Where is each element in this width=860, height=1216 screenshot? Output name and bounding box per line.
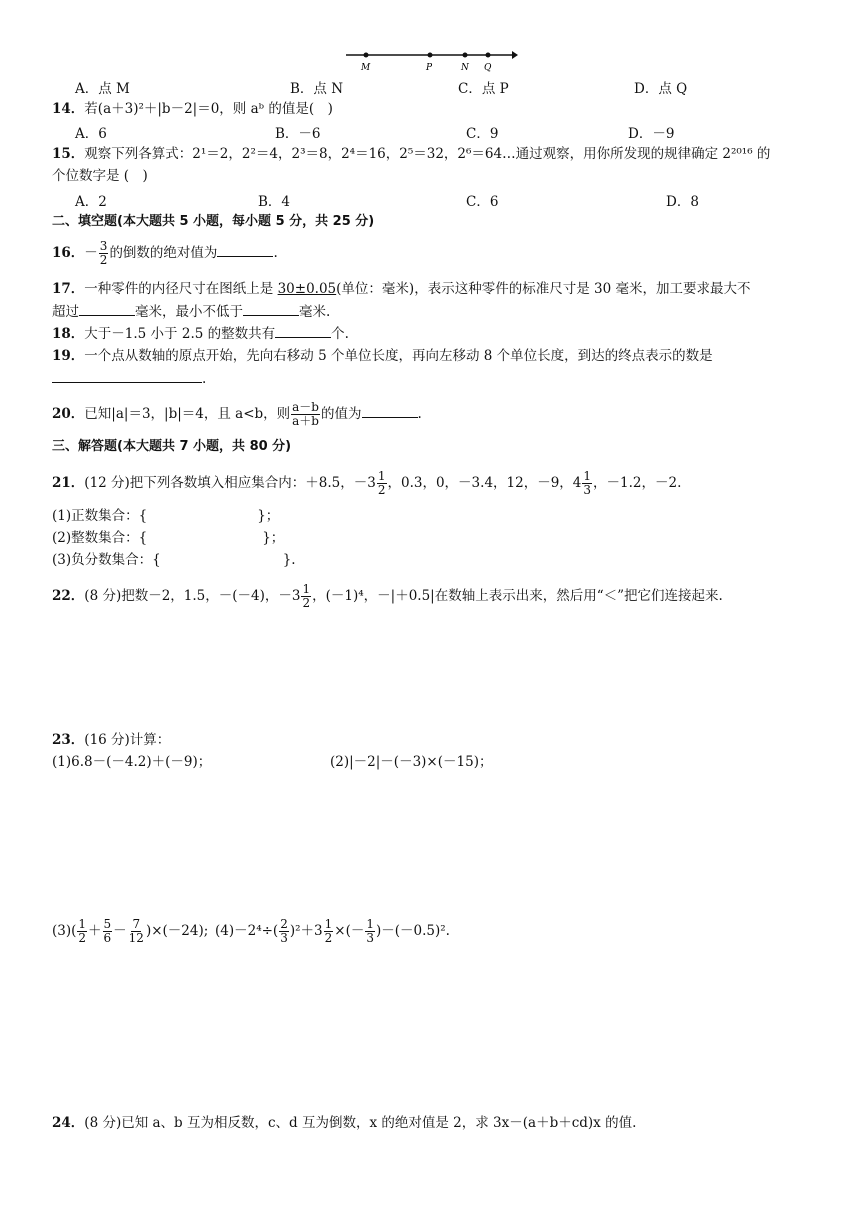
q21-post: ，－1.2，－2. [593, 475, 682, 491]
q18-post: 个. [331, 326, 349, 342]
number-line-figure [340, 46, 520, 74]
q23-p4-f2-den: 2 [324, 931, 333, 945]
q23-p4-b: )²＋3 [289, 923, 323, 939]
point-p [428, 53, 433, 58]
q17-line2b: 毫米，最小不低于 [135, 304, 243, 320]
question-15-line1 [52, 145, 770, 163]
q20-frac-num: a－b [292, 400, 319, 414]
q23-p4-f3-den: 3 [366, 931, 374, 945]
q14-option-d: D．－9 [628, 126, 675, 142]
q14-option-a: A．6 [75, 126, 107, 142]
q17-line2c: 毫米. [299, 304, 331, 320]
q15-option-a: A．2 [75, 194, 107, 210]
point-m [364, 53, 369, 58]
question-24 [52, 1114, 636, 1132]
q23-p4-d: )－(－0.5)². [376, 923, 450, 939]
q21-f2-den: 3 [583, 483, 592, 497]
q14-option-c: C．9 [466, 126, 499, 142]
question-17-line1 [52, 280, 750, 298]
q23-p3-f2-den: 6 [103, 931, 112, 945]
q17-answer-blank-min[interactable] [243, 303, 299, 316]
q23-p4-frac-2 [324, 918, 334, 945]
q18-number: 18． [52, 326, 85, 342]
q14-option-b: B．－6 [275, 126, 321, 142]
q22-frac-num: 1 [302, 582, 311, 596]
q19-end: . [202, 371, 207, 387]
q23-p4-c: ×(－ [334, 923, 365, 939]
q15-text-2: 个位数字是 ( ) [52, 168, 148, 184]
section-2-heading: 二、填空题(本大题共 5 小题，每小题 5 分，共 25 分) [52, 214, 375, 229]
question-20 [52, 401, 422, 428]
q17-line2a: 超过 [52, 304, 79, 320]
q23-p3-f3-den: 12 [128, 931, 144, 945]
q14-number: 14． [52, 101, 85, 117]
q17-tolerance: 30±0.05 [277, 281, 337, 297]
q22-number: 22． [52, 588, 85, 604]
q24-text: (8 分)已知 a、b 互为相反数，c、d 互为倒数，x 的绝对值是 2，求 3x－(a＋b＋cd)x 的值. [84, 1115, 637, 1131]
q20-pre: 已知|a|＝3，|b|＝4，且 a<b，则 [84, 406, 291, 422]
q21-number: 21． [52, 475, 85, 491]
q23-p3-f1-den: 2 [78, 931, 87, 945]
q23-p4-f1-den: 3 [280, 931, 288, 945]
question-18 [52, 325, 349, 343]
q17-answer-blank-max[interactable] [79, 303, 135, 316]
question-14 [52, 100, 333, 118]
q23-p4-frac-1 [279, 918, 289, 945]
q23-p3-frac-3 [128, 918, 145, 945]
q22-post: ，(－1)⁴，－|＋0.5|在数轴上表示出来，然后用“＜”把它们连接起来. [312, 588, 723, 604]
q17-pre: 一种零件的内径尺寸在图纸上是 [84, 281, 278, 297]
point-n [463, 53, 468, 58]
q23-part-4 [215, 918, 450, 945]
q23-p3-d: )×(－24); [145, 923, 209, 939]
q21-set-positive [52, 507, 279, 525]
q23-part-3 [52, 918, 208, 945]
question-19 [52, 347, 713, 365]
q20-number: 20． [52, 406, 85, 422]
question-17-line2 [52, 303, 330, 321]
q23-p4-f1-num: 2 [280, 917, 288, 931]
q20-post: 的值为 [321, 406, 362, 422]
q21-set2-label: (2)整数集合：{ [52, 530, 148, 546]
q23-title: (16 分)计算： [84, 732, 171, 748]
q13-option-a: A．点 M [75, 81, 130, 97]
q21-set-integer [52, 529, 284, 547]
q15-number: 15． [52, 146, 85, 162]
q22-frac-den: 2 [302, 596, 311, 610]
q20-fraction [291, 401, 320, 428]
question-23 [52, 731, 170, 749]
q19-answer-blank[interactable] [52, 370, 202, 383]
q20-frac-den: a＋b [292, 414, 319, 428]
q23-p3-f3-num: 7 [132, 917, 141, 931]
section-3-heading: 三、解答题(本大题共 7 小题，共 80 分) [52, 439, 292, 454]
q16-number: 16． [52, 245, 85, 261]
q13-option-d: D．点 Q [634, 81, 688, 97]
q14-text: 若(a＋3)²＋|b－2|＝0，则 aᵇ 的值是( ) [84, 101, 333, 117]
q15-option-d: D．8 [666, 194, 699, 210]
q15-text-1: 观察下列各算式：2¹＝2，2²＝4，2³＝8，2⁴＝16，2⁵＝32，2⁶＝64…通过观察，用你所发现的规律确定 2²⁰¹⁶ 的 [84, 146, 771, 162]
q19-answer-line [52, 370, 206, 388]
q21-set-negative-fraction [52, 551, 296, 569]
q21-fraction-2 [582, 470, 592, 497]
q16-fraction [99, 240, 109, 267]
q18-pre: 大于－1.5 小于 2.5 的整数共有 [84, 326, 276, 342]
q23-p3-f2-num: 5 [103, 917, 112, 931]
label-q: Q [484, 63, 492, 73]
q18-answer-blank[interactable] [275, 325, 331, 338]
question-16 [52, 240, 278, 267]
q22-fraction [301, 583, 311, 610]
q16-pre: － [84, 245, 98, 261]
q16-frac-den: 2 [99, 253, 108, 267]
label-n: N [461, 63, 469, 73]
q23-p3-c: － [113, 923, 127, 939]
q23-number: 23． [52, 732, 85, 748]
q23-p3-b: ＋ [88, 923, 102, 939]
q17-post: (单位：毫米)，表示这种零件的标准尺寸是 30 毫米，加工要求最大不 [336, 281, 751, 297]
q23-part-1: (1)6.8－(－4.2)＋(－9)； [52, 754, 212, 770]
q13-option-c: C．点 P [458, 81, 509, 97]
q23-p4-frac-3 [365, 918, 375, 945]
q13-option-b: B．点 N [290, 81, 344, 97]
q23-p3-f1-num: 1 [78, 917, 87, 931]
point-q [486, 53, 491, 58]
q21-set3-end: }. [282, 552, 296, 568]
q16-post: 的倒数的绝对值为 [109, 245, 218, 261]
q19-text: 一个点从数轴的原点开始，先向右移动 5 个单位长度，再向左移动 8 个单位长度，到达的终点表示的数是 [84, 348, 713, 364]
q24-number: 24． [52, 1115, 85, 1131]
q21-fraction-1 [377, 470, 387, 497]
q23-p3-a: (3)( [52, 923, 77, 939]
q23-p3-frac-2 [103, 918, 113, 945]
number-line-arrow [512, 51, 518, 59]
q23-p3-frac-1 [77, 918, 87, 945]
q16-end: . [273, 245, 278, 261]
q21-set1-label: (1)正数集合：{ [52, 508, 148, 524]
q15-option-b: B．4 [258, 194, 291, 210]
q21-f1-num: 1 [377, 469, 386, 483]
q23-part-2: (2)|－2|－(－3)×(－15)； [330, 754, 493, 770]
q21-f1-den: 2 [377, 483, 386, 497]
label-m: M [361, 63, 371, 73]
q21-set1-end: }； [257, 508, 280, 524]
q23-p4-f3-num: 1 [366, 917, 374, 931]
label-p: P [426, 63, 433, 73]
q21-pre: (12 分)把下列各数填入相应集合内：＋8.5，－3 [84, 475, 376, 491]
question-22 [52, 583, 723, 610]
q23-p4-a: (4)－2⁴÷( [215, 923, 279, 939]
q20-end: . [417, 406, 422, 422]
q21-f2-num: 1 [583, 469, 592, 483]
q21-mid: ，0.3，0，－3.4，12，－9，4 [387, 475, 582, 491]
question-21 [52, 470, 681, 497]
q19-number: 19． [52, 348, 85, 364]
q20-answer-blank[interactable] [362, 405, 418, 418]
q15-option-c: C．6 [466, 194, 499, 210]
q23-p4-f2-num: 1 [324, 917, 333, 931]
q21-set2-end: }； [262, 530, 285, 546]
q22-pre: (8 分)把数－2，1.5，－(－4)，－3 [84, 588, 301, 604]
q21-set3-label: (3)负分数集合：{ [52, 552, 161, 568]
q17-number: 17． [52, 281, 85, 297]
q16-answer-blank[interactable] [217, 244, 273, 257]
q16-frac-num: 3 [99, 239, 108, 253]
